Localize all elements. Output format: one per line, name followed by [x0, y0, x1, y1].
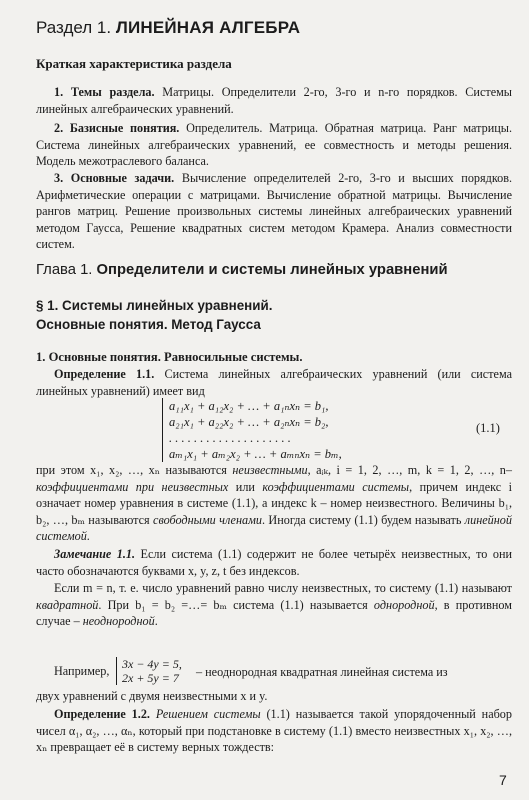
- summary-item-3: 3. Основные задачи. Вычисление определителей 2-го, 3-го и высших порядков. Арифметические операции с матрицами. Вычисление обратной матрицы. Вычисление рангов матриц. Решение произвольных системы линейных алгебраических уравнений методом Гаусса, Решение квадратных систем методом Крамера. Анализ совместности систем.: [36, 171, 513, 252]
- chapter-title: Глава 1. Определители и системы линейных уравнений: [36, 262, 448, 278]
- example-continuation: двух уравнений с двумя неизвестными x и y.: [36, 689, 268, 703]
- square-system-paragraph: Если m = n, т. е. число уравнений равно числу неизвестных, то систему (1.1) называют квадратной. При b₁ = b₂ =…= bₘ система (1.1) называется однородной, в противном случае – неоднородной.: [36, 581, 512, 629]
- section-title: § 1. Системы линейных уравнений. Основные понятия. Метод Гаусса: [36, 298, 273, 332]
- part-prefix: Раздел 1.: [36, 18, 112, 37]
- equation-number: (1.1): [476, 421, 500, 435]
- example-lead: Например,: [54, 664, 110, 678]
- subsection-title: 1. Основные понятия. Равносильные системы.: [36, 350, 303, 364]
- definition-2: Определение 1.2. Решением системы (1.1) называется такой упорядоченный набор чисел α₁, α₂, …, αₙ, который при подстановке в систему (1.1) вместо неизвестных x₁, x₂, …, xₙ превращает её в систему верных тождеств:: [36, 707, 512, 755]
- summary-heading: Краткая характеристика раздела: [36, 56, 232, 71]
- part-title: [36, 18, 300, 38]
- page-number: 7: [499, 772, 507, 788]
- remark-1: Замечание 1.1. Если система (1.1) содержит не более четырёх неизвестных, то они часто обозначаются буквами x, y, z, t без индексов.: [36, 547, 512, 578]
- definition-1: Определение 1.1. Система линейных алгебраических уравнений (или система линейных уравнений) имеет вид: [36, 367, 512, 398]
- summary-item-2: 2. Базисные понятия. Определитель. Матрица. Обратная матрица. Ранг матрицы. Система линейных алгебраических уравнений, ее совместность и методы решения. Модель межотраслевого баланса.: [36, 121, 512, 169]
- linear-system-equation: a₁₁x₁ + a₁₂x₂ + … + a₁ₙxₙ = b₁, a₂₁x₁ + a₂₂x₂ + … + a₂ₙxₙ = b₂, . . . . . . . . . . . . . . . . . . . . aₘ₁x₁ + aₘ₂x₂ + … + aₘₙxₙ = bₘ,: [162, 398, 342, 462]
- example-system: 3x − 4y = 5, 2x + 5y = 7: [116, 657, 182, 685]
- summary-item-1: 1. Темы раздела. Матрицы. Определители 2-го, 3-го и n-го порядков. Системы линейных алгебраических уравнений.: [36, 85, 512, 116]
- part-name: ЛИНЕЙНАЯ АЛГЕБРА: [115, 18, 301, 37]
- example-description: – неоднородная квадратная линейная система из: [196, 665, 448, 679]
- system-description: при этом x₁, x₂, …, xₙ называются неизвестными, aᵢₖ, i = 1, 2, …, m, k = 1, 2, …, n– коэффициентами при неизвестных или коэффициентами системы, причем индекс i означает номер уравнения в системе (1.1), а индекс k – номер неизвестного. Величины b₁, b₂, …, bₘ называются свободными членами. Иногда систему (1.1) будем называть линейной системой.: [36, 463, 512, 544]
